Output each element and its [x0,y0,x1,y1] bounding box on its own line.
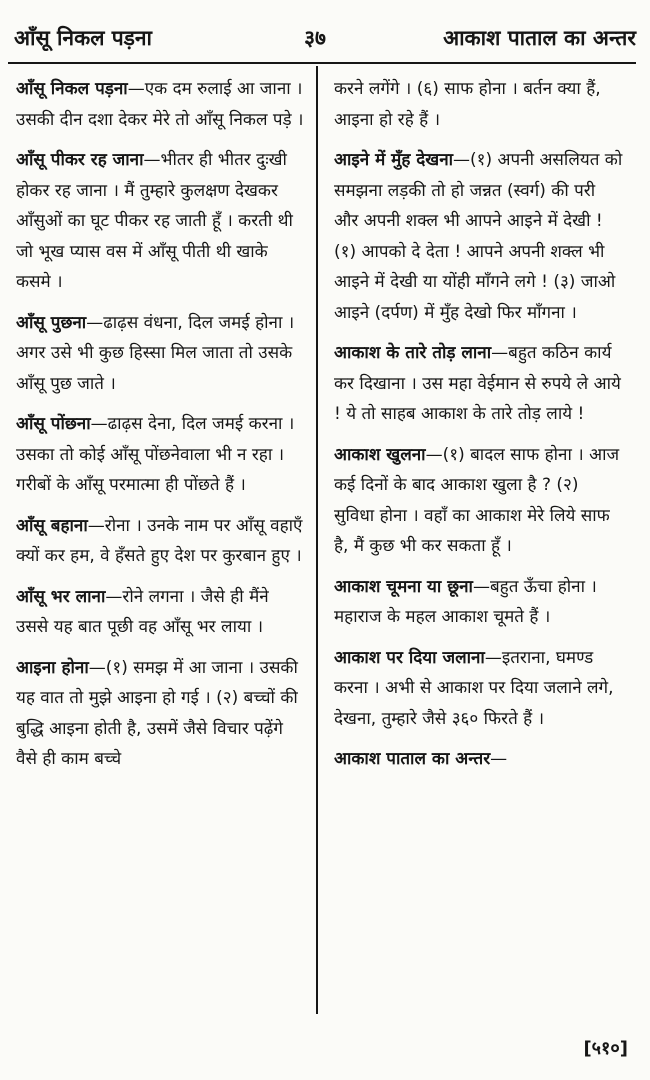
entry-definition: —(१) समझ में आ जाना । उसकी यह वात तो मुझे आइना हो गई । (२) बच्चों की बुद्धि आइना होती है, उसमें जैसे विचार पढ़ेंगे वैसे ही काम बच्चे [16,657,298,769]
entry-headword: आँसू पीकर रह जाना [16,150,144,170]
entry-definition: —(१) अपनी असलियत को समझना लड़की तो हो जन्नत (स्वर्ग) की परी और अपनी शक्ल भी आपने आइने में देखी ! (१) आपको दे देता ! आपने अपनी शक्ल भी आइने में देखी या योंही माँगने लगे ! (३) जाओ आइने (दर्पण) में मुँह देखो फिर माँगना । [334,150,623,323]
entry-definition: करने लगेंगे । (६) साफ होना । बर्तन क्या हैं, आइना हो रहे हैं । [334,79,601,130]
entry-headword: आँसू पोंछना [16,414,91,434]
entry-headword: आँसू भर लाना [16,586,106,607]
header-right-guide-word: आकाश पाताल का अन्तर [443,26,636,50]
entry-definition: —ढाढ़स देना, दिल जमई करना । उसका तो कोई आँसू पोंछनेवाला भी न रहा । गरीबों के आँसू परमात्मा ही पोंछते हैं । [16,414,295,495]
entry [334,572,624,633]
entry-headword: आकाश पर दिया जलाना [334,647,485,668]
entry [334,338,624,430]
entry [16,409,306,501]
page-header [14,18,636,58]
entry-definition: —एक दम रुलाई आ जाना । उसकी दीन दशा देकर मेरे तो आँसू निकल पड़े । [16,79,304,130]
entry-definition: —भीतर ही भीतर दुःखी होकर रह जाना । मैं तुम्हारे कुलक्षण देखकर आँसुओं का घूट पीकर रह जाती हूँ । करती थी जो भूख प्यास वस में आँसू पीती थी खाके कसमे । [16,150,293,292]
entry-definition: —(१) बादल साफ होना । आज कई दिनों के बाद आकाश खुला है ? (२) सुविधा होना । वहाँ का आकाश मेरे लिये साफ है, मैं कुछ भी कर सकता हूँ । [334,444,620,556]
entry [334,643,624,735]
entry-headword: आकाश चूमना या छूना [334,576,473,597]
entry-headword: आँसू बहाना [16,515,88,536]
entry [16,145,306,298]
entry-headword: आइने में मुँह देखना [334,150,454,170]
entry-definition: —ढाढ़स वंधना, दिल जमई होना । अगर उसे भी कुछ हिस्सा मिल जाता तो उसके आँसू पुछ जाते । [16,312,295,394]
entry-headword: आकाश पाताल का अन्तर [334,749,491,769]
entry-continuation [334,74,624,135]
entry-definition: —बहुत कठिन कार्य कर दिखाना । उस महा वेईमान से रुपये ले आये ! ये तो साहब आकाश के तारे तोड़ लाये ! [334,343,621,424]
entry-definition: —रोने लगना । जैसे ही मैंने उससे यह बात पूछी वह आँसू भर लाया । [16,586,269,637]
entry [16,582,306,643]
header-page-number: ३७ [304,26,326,50]
entry-definition: —रोना । उनके नाम पर आँसू वहाएँ क्यों कर हम, वे हँसते हुए देश पर कुरबान हुए । [16,515,303,566]
entry-definition: —इतराना, घमण्ड करना । अभी से आकाश पर दिया जलाने लगे, देखना, तुम्हारे जैसे ३६० फिरते हैं । [334,647,614,729]
entry-headword: आँसू पुछना [16,312,87,333]
entry-headword: आकाश के तारे तोड़ लाना [334,343,492,363]
header-left-guide-word: आँसू निकल पड़ना [14,26,152,50]
entry [16,653,306,775]
header-rule [8,62,636,64]
entry [16,511,306,572]
entry-headword: आइना होना [16,657,89,678]
entry [334,440,624,562]
entry-headword: आँसू निकल पड़ना [16,79,128,99]
entry-definition: — [490,749,508,769]
left-column [16,74,306,785]
entry-headword: आकाश खुलना [334,444,426,465]
footer-page-label: [५१०] [583,1038,628,1059]
entry [16,74,306,135]
right-column [334,74,624,785]
entry-definition: —बहुत ऊँचा होना । महाराज के महल आकाश चूमते हैं । [334,576,597,627]
entry [334,145,624,328]
column-divider [316,66,318,1014]
entry [16,308,306,400]
entry [334,744,624,775]
